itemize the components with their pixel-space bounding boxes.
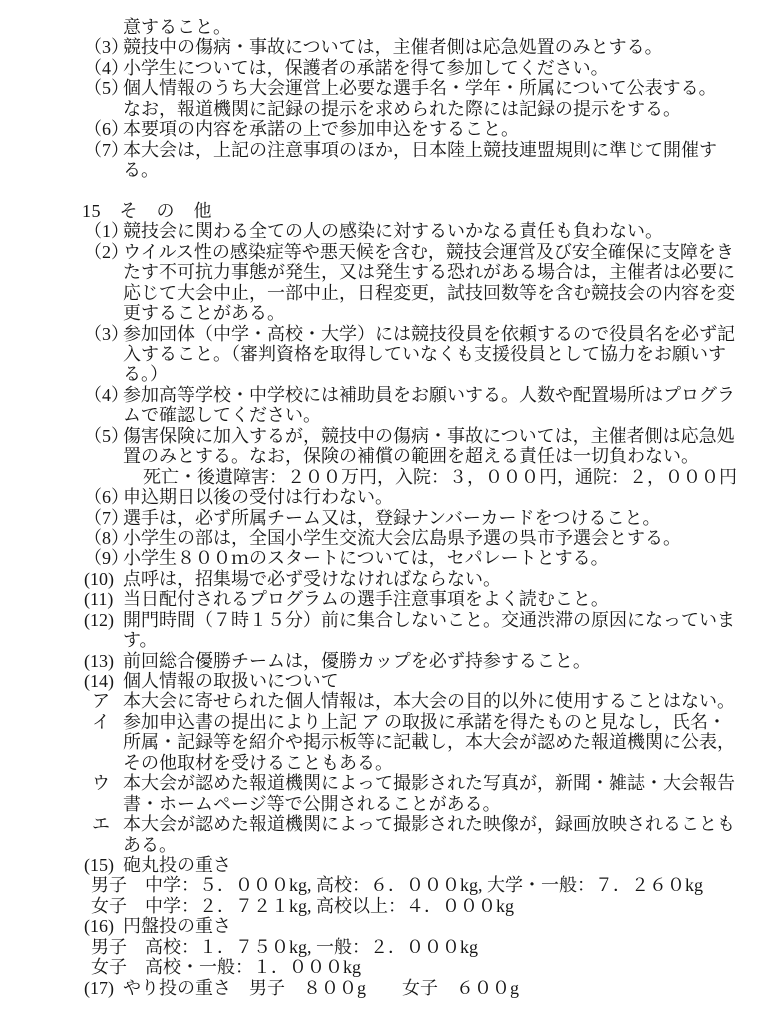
text-line — [0, 283, 780, 303]
text-line — [0, 875, 780, 895]
line-text: 参加団体（中学・高校・大学）には競技役員を依頼するので役員名を必ず記 — [123, 323, 735, 344]
item-number: （8） — [84, 527, 129, 548]
line-text: 砲丸投の重さ — [123, 854, 231, 875]
text-line — [0, 467, 780, 487]
line-text: 15 そ の 他 — [82, 200, 212, 221]
text-line — [0, 528, 780, 548]
line-text: 選手は，必ず所属チーム又は，登録ナンバーカードをつけること。 — [123, 507, 661, 528]
line-text: 個人情報の取扱いについて — [123, 671, 339, 691]
line-text: 小学生については，保護者の承諾を得て参加してください。 — [123, 57, 609, 78]
item-number: （6） — [84, 119, 129, 140]
line-text: る。） — [123, 364, 168, 385]
line-text: 応じて大会中止，一部中止，日程変更，試技回数等を含む競技会の内容を変 — [123, 282, 735, 303]
text-line — [0, 916, 780, 936]
item-number: ア — [92, 691, 110, 712]
text-line — [0, 651, 780, 671]
text-line — [0, 855, 780, 875]
text-line — [0, 978, 780, 998]
line-text: 意すること。 — [123, 17, 231, 37]
line-text: 点呼は，招集場で必ず受けなければならない。 — [123, 568, 501, 589]
text-line — [0, 610, 780, 630]
line-text: 女子 高校・一般：１．０００kg — [91, 957, 361, 978]
item-number: エ — [92, 814, 110, 835]
item-number: （7） — [84, 507, 129, 528]
document-body — [0, 17, 780, 998]
text-line — [0, 487, 780, 507]
text-line — [0, 753, 780, 773]
text-line — [0, 344, 780, 364]
text-line — [0, 303, 780, 323]
line-text: る。 — [123, 160, 159, 181]
item-number: （5） — [84, 78, 129, 99]
line-text: 前回総合優勝チームは，優勝カップを必ず持参すること。 — [123, 650, 591, 671]
text-line — [0, 58, 780, 78]
item-number: (17) — [84, 977, 114, 998]
line-text: 書・ホームページ等で公開されることがある。 — [123, 793, 501, 814]
line-text: 小学生の部は，全国小学生交流大会広島県予選の呉市予選会とする。 — [123, 527, 681, 548]
section-heading — [0, 201, 780, 221]
text-line — [0, 78, 780, 98]
item-number: （9） — [84, 548, 129, 569]
item-number: ウ — [92, 773, 110, 794]
line-text: たす不可抗力事態が発生，又は発生する恐れがある場合は，主催者は必要に — [123, 262, 735, 283]
line-text: ウイルス性の感染症等や悪天候を含む，競技会運営及び安全確保に支障をき — [123, 241, 734, 262]
text-line — [0, 732, 780, 752]
line-text: なお，報道機関に記録の提示を求められた際には記録の提示をする。 — [123, 98, 681, 119]
text-line — [0, 119, 780, 139]
item-number: (12) — [84, 609, 114, 630]
line-text: 本大会が認めた報道機関によって撮影された写真が，新聞・雑誌・大会報告 — [123, 773, 735, 794]
text-line — [0, 140, 780, 160]
text-line — [0, 671, 780, 691]
text-line — [0, 446, 780, 466]
line-text: 更することがある。 — [123, 303, 285, 324]
text-line — [0, 262, 780, 282]
text-line — [0, 691, 780, 711]
line-text: 本大会が認めた報道機関によって撮影された映像が，録画放映されることも — [123, 814, 735, 835]
line-text: 本大会に寄せられた個人情報は，本大会の目的以外に使用することはない。 — [123, 691, 735, 712]
item-number: （7） — [84, 139, 129, 160]
line-text: 円盤投の重さ — [123, 916, 231, 937]
item-number: （6） — [84, 487, 129, 508]
item-number: （3） — [84, 323, 129, 344]
line-text: 男子 高校：１．７５０kg, 一般：２．０００kg — [91, 936, 478, 957]
text-line — [0, 405, 780, 425]
text-line — [0, 160, 780, 180]
line-text: 競技中の傷病・事故については，主催者側は応急処置のみとする。 — [123, 37, 663, 58]
line-text: 所属・記録等を紹介や掲示板等に記載し，本大会が認めた報道機関に公表， — [123, 732, 735, 753]
line-text: す。 — [123, 630, 158, 651]
item-number: （1） — [84, 221, 129, 242]
line-text: ある。 — [123, 834, 177, 855]
text-line — [0, 814, 780, 834]
text-line — [0, 37, 780, 57]
line-text: 小学生８００ｍのスタートについては，セパレートとする。 — [123, 548, 609, 569]
text-line — [0, 221, 780, 241]
text-line — [0, 324, 780, 344]
text-line — [0, 589, 780, 609]
text-line — [0, 569, 780, 589]
line-text: 置のみとする。なお，保険の補償の範囲を超える責任は一切負わない。 — [123, 446, 699, 467]
line-text: ムで確認してください。 — [123, 405, 321, 426]
line-text: 本要項の内容を承諾の上で参加申込をすること。 — [123, 119, 519, 140]
text-line — [0, 17, 780, 37]
text-line — [0, 835, 780, 855]
text-line — [0, 937, 780, 957]
text-line — [0, 712, 780, 732]
line-text: その他取材を受けることもある。 — [123, 752, 393, 773]
item-number: (16) — [84, 916, 114, 937]
line-text: 死亡・後遺障害：２００万円，入院：３，０００円，通院：２，０００円 — [143, 466, 737, 487]
line-text: 参加申込書の提出により上記 ア の取扱に承諾を得たものと見なし，氏名・ — [123, 711, 726, 732]
item-number: （2） — [84, 241, 129, 262]
text-line — [0, 508, 780, 528]
line-text: 申込期日以後の受付は行わない。 — [123, 487, 393, 508]
line-text: 開門時間（７時１５分）前に集合しないこと。交通渋滞の原因になっていま — [123, 609, 735, 630]
line-text: 当日配付されるプログラムの選手注意事項をよく読むこと。 — [123, 589, 609, 610]
blank-line — [0, 181, 780, 201]
item-number: イ — [92, 711, 110, 732]
text-line — [0, 364, 780, 384]
line-text: 傷害保険に加入するが，競技中の傷病・事故については，主催者側は応急処 — [123, 425, 735, 446]
line-text: 男子 中学：５．０００kg, 高校：６．０００kg, 大学・一般：７．２６０kg — [91, 875, 703, 896]
text-line — [0, 630, 780, 650]
text-line — [0, 794, 780, 814]
text-line — [0, 99, 780, 119]
text-line — [0, 957, 780, 977]
line-text: やり投の重さ 男子 ８００g 女子 ６００g — [123, 977, 519, 998]
text-line — [0, 548, 780, 568]
line-text: 入すること。（審判資格を取得していなくも支援役員として協力をお願いす — [123, 344, 726, 364]
item-number: （4） — [84, 57, 129, 78]
text-line — [0, 896, 780, 916]
item-number: (13) — [84, 650, 114, 671]
item-number: （5） — [84, 425, 129, 446]
line-text: 本大会は，上記の注意事項のほか，日本陸上競技連盟規則に準じて開催す — [123, 139, 717, 160]
text-line — [0, 385, 780, 405]
text-line — [0, 426, 780, 446]
item-number: (11) — [84, 589, 114, 610]
item-number: (15) — [84, 854, 114, 875]
item-number: （3） — [84, 37, 129, 58]
text-line — [0, 773, 780, 793]
line-text: 参加高等学校・中学校には補助員をお願いする。人数や配置場所はプログラ — [123, 384, 735, 405]
item-number: (14) — [84, 671, 114, 691]
line-text: 女子 中学：２．７２１kg, 高校以上：４．０００kg — [91, 895, 514, 916]
item-number: （4） — [84, 384, 129, 405]
item-number: (10) — [84, 568, 114, 589]
text-line — [0, 242, 780, 262]
line-text: 個人情報のうち大会運営上必要な選手名・学年・所属について公表する。 — [123, 78, 717, 99]
line-text: 競技会に関わる全ての人の感染に対するいかなる責任も負わない。 — [123, 221, 663, 242]
